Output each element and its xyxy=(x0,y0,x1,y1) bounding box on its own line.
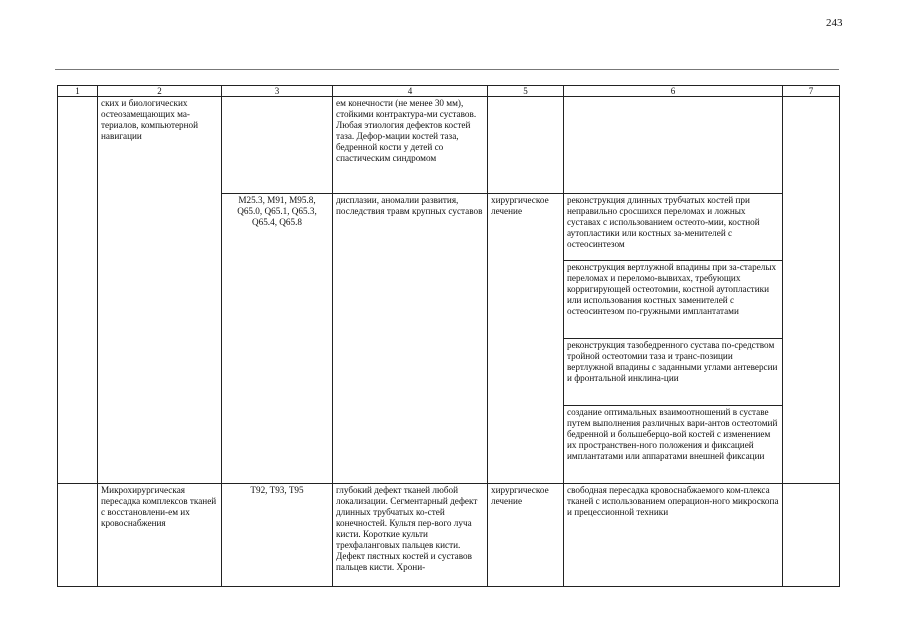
cell-method xyxy=(564,97,783,194)
cell-treatment-type: хирургическое лечение xyxy=(488,484,564,587)
table-row xyxy=(58,484,840,587)
cell-method: реконструкция тазобедренного сустава по-средством тройной остеотомии таза и транс-позиции вертлужной впадины с заданными углами антеверсии и фронтальной инклина-ции xyxy=(564,339,783,406)
procedures-table xyxy=(57,85,840,587)
cell-treatment-type xyxy=(488,97,564,194)
cell-method: реконструкция вертлужной впадины при за-старелых переломах и переломо-вывихах, требующих корригирующей остеотомии, костной аутопластики или использования костных заменителей с остеосинтезом по-гружными имплантатами xyxy=(564,261,783,339)
cell-col7 xyxy=(783,97,840,484)
cell-method: создание оптимальных взаимоотношений в суставе путем выполнения различных вари-антов остеотомий бедренной и большеберцо-вой костей с изменением их пространствен-ного положения и фиксацией имплантатами или аппаратами внешней фиксации xyxy=(564,406,783,484)
table-header-row xyxy=(58,86,840,97)
cell-codes xyxy=(222,97,333,194)
col-header: 7 xyxy=(783,86,840,97)
cell-col1 xyxy=(58,484,98,587)
cell-diagnosis: ем конечности (не менее 30 мм), стойкими контрактура-ми суставов. Любая этиология дефектов костей таза. Дефор-мации костей таза, бедренной кости у детей со спастическим синдромом xyxy=(333,97,488,194)
col-header: 4 xyxy=(333,86,488,97)
cell-treatment-type: хирургическое лечение xyxy=(488,194,564,484)
cell-method: свободная пересадка кровоснабжаемого ком-плекса тканей с использованием операцион-ного микроскопа и прецессионной техники xyxy=(564,484,783,587)
col-header: 2 xyxy=(98,86,222,97)
cell-diagnosis: глубокий дефект тканей любой локализации. Сегментарный дефект длинных трубчатых ко-стей конечностей. Культя пер-вого луча кисти. Короткие культи трехфаланговых пальцев кисти. Дефект пястных костей и суставов пальцев кисти. Хрони- xyxy=(333,484,488,587)
cell-col7 xyxy=(783,484,840,587)
cell-procedure-name: ских и биологических остеозамещающих ма-териалов, компьютерной навигации xyxy=(98,97,222,484)
cell-col1 xyxy=(58,97,98,484)
col-header: 1 xyxy=(58,86,98,97)
cell-codes: M25.3, M91, M95.8, Q65.0, Q65.1, Q65.3, Q65.4, Q65.8 xyxy=(222,194,333,484)
header-rule xyxy=(55,69,839,70)
cell-procedure-name: Микрохирургическая пересадка комплексов тканей с восстановлени-ем их кровоснабжения xyxy=(98,484,222,587)
cell-method: реконструкция длинных трубчатых костей при неправильно сросшихся переломах и ложных суставах с использованием остеото-мии, костной аутопластики или костных за-менителей с остеосинтезом xyxy=(564,194,783,261)
col-header: 5 xyxy=(488,86,564,97)
col-header: 6 xyxy=(564,86,783,97)
page-number: 243 xyxy=(826,17,843,29)
col-header: 3 xyxy=(222,86,333,97)
table-row xyxy=(58,97,840,194)
cell-diagnosis: дисплазии, аномалии развития, последствия травм крупных суставов xyxy=(333,194,488,484)
cell-codes: T92, T93, T95 xyxy=(222,484,333,587)
